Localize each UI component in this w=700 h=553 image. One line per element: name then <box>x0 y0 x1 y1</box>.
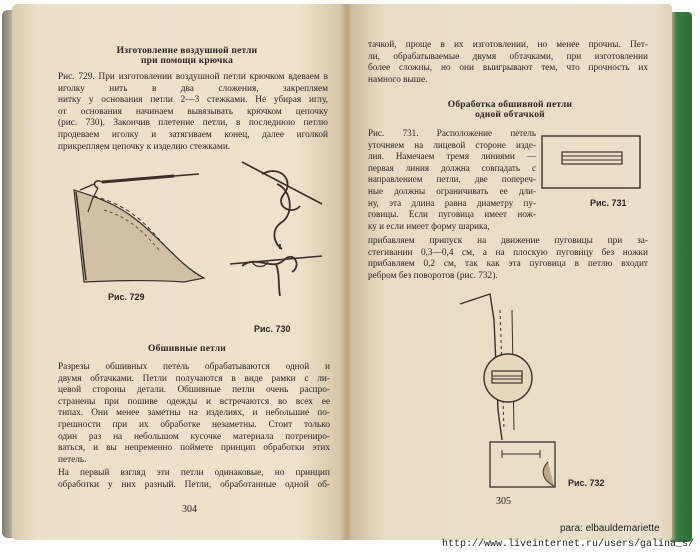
text-line: от основания начинаем вывязывать крючком цепочку <box>58 106 328 117</box>
text-line: нитку у основания петли 2—3 стежками. Не убирая иглу, <box>58 95 328 106</box>
heading-bound-loops: Обшивные петли <box>148 344 226 354</box>
text-line: типах. Они менее заметны на изделиях, и небольшие по- <box>58 408 330 419</box>
figure-732-drawing <box>450 290 560 490</box>
text-line: ну, эта длина равна диаметру пу- <box>368 197 536 208</box>
text-line: Разрезы обшивных петель обрабатываются одной и <box>58 362 330 372</box>
paragraph-allowance <box>368 236 648 282</box>
book-cover-right <box>670 12 692 542</box>
text-line: намного выше. <box>368 74 428 85</box>
watermark-credit: para: elbauldemariette <box>560 523 660 534</box>
text-line: цевой стороны детали. Обшивные петли очень распро- <box>58 385 330 396</box>
figure-730-caption: Рис. 730 <box>254 324 291 334</box>
text-line: ваться, и вы непременно поймете принцип обработки этих <box>58 443 330 454</box>
figure-732-caption: Рис. 732 <box>568 478 605 488</box>
paragraph-fig731 <box>368 128 536 232</box>
text-line: направлением петли, две попереч- <box>368 174 536 185</box>
text-line: говицы. Если пуговица имеет нож- <box>368 209 536 220</box>
paragraph-continued <box>368 40 648 86</box>
text-line: более сложны, но они выигрывают тем, что прочность их <box>368 63 648 74</box>
paragraph-bound-loops <box>58 362 330 466</box>
text-line: тачкой, проще в их изготовлении, но менее прочны. Пет- <box>368 40 648 50</box>
text-line: двумя обтачками. Петли получаются в виде рамки с ли- <box>58 373 330 384</box>
text-line: лия. Намечаем тремя линиями — <box>368 151 536 162</box>
text-line: один раз на небольшом кусочке материала потрениро- <box>58 431 330 442</box>
heading-line: одной обтачкой <box>475 110 545 120</box>
text-line: странены при пошиве одежды и встречаются во всех ее <box>58 396 330 407</box>
right-page <box>350 4 672 540</box>
figure-729-drawing <box>64 170 214 290</box>
open-book <box>2 4 692 544</box>
source-url: http://www.liveinternet.ru/users/galina_s/ <box>442 539 695 550</box>
text-line: обработки у них разный. Петли, обработанные одной об- <box>58 479 330 490</box>
heading-line: Изготовление воздушной петли <box>116 46 258 56</box>
text-line: прибавляем припуск на движение пуговицы при за- <box>368 236 648 246</box>
heading-line: Обработка обшивной петли <box>447 100 573 110</box>
paragraph-first-glance <box>58 468 330 491</box>
figure-730-drawing <box>222 154 332 314</box>
text-line: уточняем на лицевой стороне изде- <box>368 139 536 150</box>
heading-one-facing <box>390 100 630 120</box>
left-page <box>12 4 348 540</box>
text-line: грешности при их обработке незаметны. Стоит только <box>58 419 330 430</box>
figure-731-caption: Рис. 731 <box>590 198 627 208</box>
heading-air-loop <box>72 46 302 66</box>
text-line: ку и если имеет форму шарика, <box>368 220 490 231</box>
text-line: стегивании 0,3—0,4 см, а на плоскую пуговицу без ножки <box>368 247 648 258</box>
text-line: На первый взгляд эти петли одинаковые, но принцип <box>58 468 330 478</box>
paragraph-fig729 <box>58 72 328 153</box>
figure-729-caption: Рис. 729 <box>108 292 145 302</box>
text-line: прибавляем 0,2 см, так как эта пуговица в петлю входит <box>368 259 648 270</box>
page-number-right: 305 <box>496 496 511 507</box>
text-line: ребром без поворотов (рис. 732). <box>368 270 498 281</box>
heading-line: при помощи крючка <box>140 56 234 66</box>
text-line: (рис. 730). Закончив плетение петли, в последнюю петлю продеваем иголку и затягиваем конец, далее иголкой <box>58 118 328 140</box>
text-line: Рис. 729. При изготовлении воздушной петли крючком вдеваем в иголку нить в два сложения, закрепляем <box>58 72 328 94</box>
text-line: первая линия должна совпадать с <box>368 162 536 173</box>
page-number-left: 304 <box>182 504 197 515</box>
text-line: петель. <box>58 454 87 465</box>
text-line: ные должны ограничивать ее дли- <box>368 185 536 196</box>
figure-731-drawing <box>540 134 644 194</box>
text-line: Рис. 731. Расположение петель <box>368 128 536 138</box>
text-line: прикрепляем цепочку к изделию стежками. <box>58 141 231 152</box>
text-line: ли, обрабатываемые двумя обтачками, при изготовлении <box>368 51 648 62</box>
